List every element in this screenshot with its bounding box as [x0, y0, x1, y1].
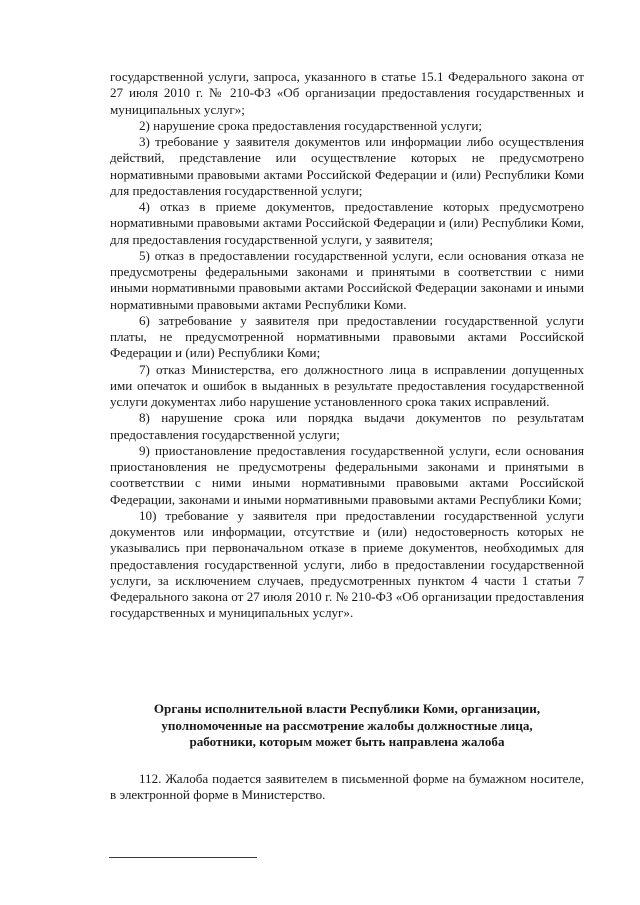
section-heading-line-2: уполномоченные на рассмотрение жалобы должностные лица, [161, 717, 533, 733]
list-item-10: 10) требование у заявителя при предоставлении государственной услуги документов или информации, отсутствие и (или) недостоверность которых не указывались при первоначальном отказе в приеме документов, необходимых для предоставления государственной услуги, либо в предоставлении государственной услуги, за исключением случаев, предусмотренных пунктом 4 части 1 статьи 7 Федерального закона от 27 июля 2010 г. № 210-ФЗ «Об организации предоставления государственных и муниципальных услуг». [110, 507, 584, 621]
complaint-grounds-list [110, 69, 584, 622]
paragraph-112: 112. Жалоба подается заявителем в письменной форме на бумажном носителе, в электронной форме в Министерство. [110, 771, 584, 803]
list-item-6: 6) затребование у заявителя при предоставлении государственной услуги платы, не предусмотренной нормативными правовыми актами Российской Федерации и (или) Республики Коми; [110, 312, 584, 361]
list-item-5: 5) отказ в предоставлении государственной услуги, если основания отказа не предусмотрены федеральными законами и принятыми в соответствии с ними иными нормативными правовыми актами Российской Федерации законами и иными нормативными правовыми актами Республики Коми. [110, 247, 584, 312]
section-heading-line-3: работники, которым может быть направлена жалоба [189, 734, 505, 749]
list-item-7: 7) отказ Министерства, его должностного лица в исправлении допущенных ими опечаток и ошибок в выданных в результате предоставления государственной услуги документах либо нарушение установленного срока таких исправлений. [110, 361, 584, 409]
section-heading-line-1: Органы исполнительной власти Республики Коми, организации, [153, 701, 541, 716]
paragraph-continuation: государственной услуги, запроса, указанного в статье 15.1 Федерального закона от 27 июля 2010 г. № 210-ФЗ «Об организации предоставления государственных и муниципальных услуг»; [110, 69, 584, 117]
section-heading [110, 701, 584, 751]
list-item-2: 2) нарушение срока предоставления государственной услуги; [139, 117, 483, 133]
list-item-3: 3) требование у заявителя документов или информации либо осуществления действий, представление или осуществление которых не предусмотрено нормативными правовыми актами Российской Федерации и (или) Республики Коми для предоставления государственной услуги; [110, 134, 584, 198]
list-item-4: 4) отказ в приеме документов, предоставление которых предусмотрено нормативными правовыми актами Российской Федерации и (или) Республики Коми, для предоставления государственной услуги, у заявителя; [110, 199, 584, 247]
list-item-9: 9) приостановление предоставления государственной услуги, если основания приостановления не предусмотрены федеральными законами и принятыми в соответствии с ними иными нормативными правовыми актами Российской Федерации, законами и иными нормативными правовыми актами Республики Коми; [110, 442, 584, 507]
list-item-8: 8) нарушение срока или порядка выдачи документов по результатам предоставления государственной услуги; [110, 410, 584, 442]
footnote-divider [109, 857, 257, 858]
